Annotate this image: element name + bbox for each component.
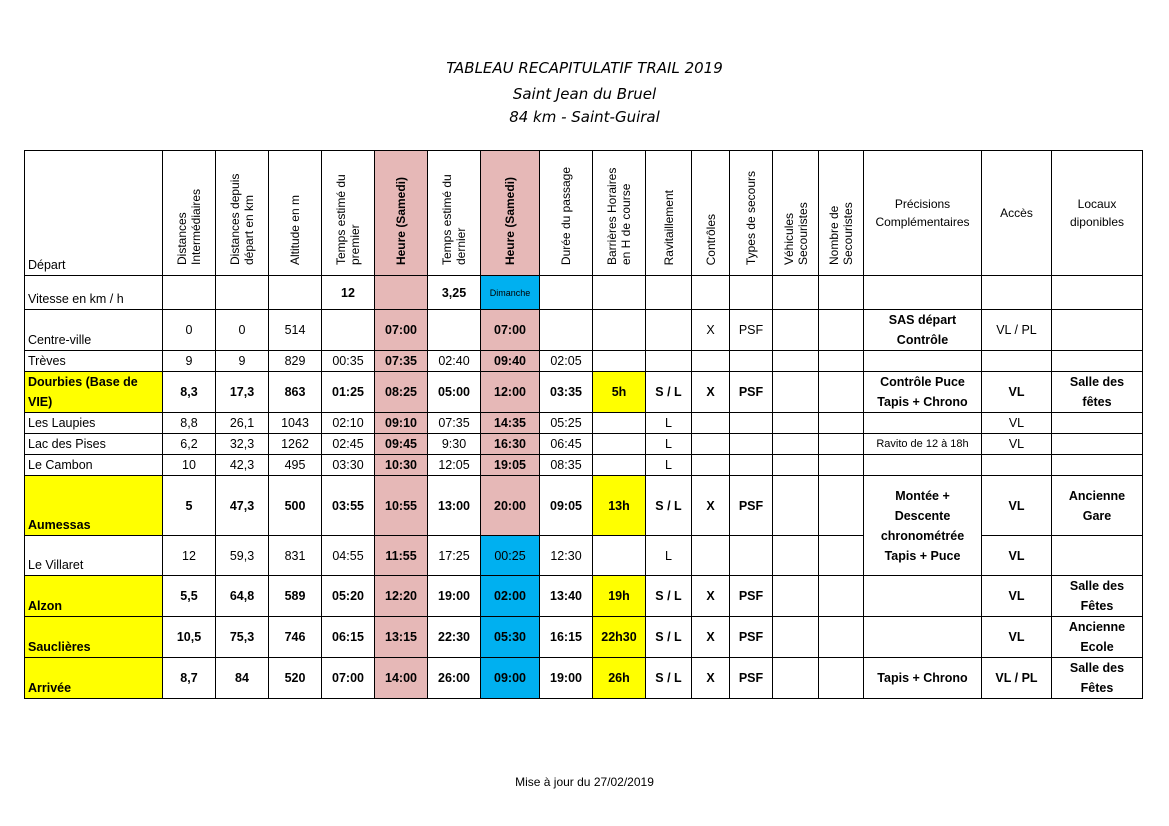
vitesse-label: Vitesse en km / h [25, 276, 163, 310]
table-row [25, 455, 1143, 476]
cell-secours [730, 434, 773, 455]
cell-ravitaillement: S / L [646, 658, 692, 699]
cell-distance-depart: 0 [216, 310, 269, 351]
cell-acces: VL [982, 617, 1052, 658]
cell-locaux: Salle des Fêtes [1052, 658, 1143, 699]
cell-heure-2: 00:25 [481, 536, 540, 576]
header-row [25, 151, 1143, 276]
cell-heure-1: 09:10 [375, 413, 428, 434]
cell-altitude: 1043 [269, 413, 322, 434]
cell-duree: 09:05 [540, 476, 593, 536]
cell-locaux: Ancienne Gare [1052, 476, 1143, 536]
cell-altitude: 514 [269, 310, 322, 351]
row-name: Les Laupies [25, 413, 163, 434]
cell-heure-2: 19:05 [481, 455, 540, 476]
cell-heure-1: 14:00 [375, 658, 428, 699]
cell-distance-inter: 8,8 [163, 413, 216, 434]
cell-vehicules [773, 413, 819, 434]
cell-barriere [593, 434, 646, 455]
header-locaux: Locaux diponibles [1052, 151, 1143, 276]
cell-locaux: Salle des Fêtes [1052, 576, 1143, 617]
cell-duree: 03:35 [540, 372, 593, 413]
page-title: TABLEAU RECAPITULATIF TRAIL 2019 [446, 59, 723, 77]
table-row [25, 351, 1143, 372]
row-name: Le Cambon [25, 455, 163, 476]
cell-altitude: 495 [269, 455, 322, 476]
cell-heure-1: 10:30 [375, 455, 428, 476]
row-name: Centre-ville [25, 310, 163, 351]
header-heure-samedi-2: Heure (Samedi) [503, 176, 517, 265]
cell-barriere [593, 455, 646, 476]
cell-nombre [819, 372, 864, 413]
cell-nombre [819, 351, 864, 372]
cell-distance-depart: 26,1 [216, 413, 269, 434]
cell-temps-dernier: 22:30 [428, 617, 481, 658]
cell-altitude: 589 [269, 576, 322, 617]
table-row [25, 617, 1143, 658]
cell-ravitaillement: L [646, 434, 692, 455]
cell-vehicules [773, 476, 819, 536]
cell-temps-premier: 07:00 [322, 658, 375, 699]
header-types-secours: Types de secours [744, 170, 758, 265]
cell-heure-2: 02:00 [481, 576, 540, 617]
vitesse-premier: 12 [322, 276, 375, 310]
cell-secours [730, 413, 773, 434]
cell-barriere [593, 310, 646, 351]
header-precisions: Précisions Complémentaires [864, 151, 982, 276]
header-temps-premier: Temps estimé du premier [334, 174, 362, 265]
cell-temps-premier: 05:20 [322, 576, 375, 617]
cell-precisions [864, 617, 982, 658]
cell-distance-inter: 10,5 [163, 617, 216, 658]
cell-barriere: 26h [593, 658, 646, 699]
header-distances-depart: Distances depuis départ en km [228, 173, 256, 265]
cell-heure-1: 13:15 [375, 617, 428, 658]
cell-controle: X [692, 310, 730, 351]
header-barrieres-horaires: Barrières Horaires en H de course [605, 167, 633, 265]
cell-vehicules [773, 351, 819, 372]
cell-secours: PSF [730, 310, 773, 351]
cell-secours: PSF [730, 576, 773, 617]
cell-heure-1: 07:35 [375, 351, 428, 372]
cell-temps-dernier: 13:00 [428, 476, 481, 536]
cell-nombre [819, 576, 864, 617]
cell-heure-2: 09:00 [481, 658, 540, 699]
cell-acces [982, 455, 1052, 476]
cell-duree: 12:30 [540, 536, 593, 576]
cell-secours [730, 351, 773, 372]
cell-temps-premier: 04:55 [322, 536, 375, 576]
cell-duree: 06:45 [540, 434, 593, 455]
cell-locaux [1052, 434, 1143, 455]
cell-heure-2: 07:00 [481, 310, 540, 351]
header-controles: Contrôles [703, 213, 718, 265]
cell-barriere [593, 536, 646, 576]
cell-barriere: 19h [593, 576, 646, 617]
row-name: Arrivée [25, 658, 163, 699]
cell-barriere: 5h [593, 372, 646, 413]
cell-heure-1: 09:45 [375, 434, 428, 455]
cell-heure-1: 08:25 [375, 372, 428, 413]
cell-heure-2: 14:35 [481, 413, 540, 434]
cell-ravitaillement [646, 310, 692, 351]
cell-ravitaillement: L [646, 413, 692, 434]
cell-distance-depart: 42,3 [216, 455, 269, 476]
cell-nombre [819, 434, 864, 455]
cell-controle: X [692, 372, 730, 413]
cell-distance-inter: 0 [163, 310, 216, 351]
cell-locaux [1052, 351, 1143, 372]
cell-distance-inter: 12 [163, 536, 216, 576]
cell-secours [730, 536, 773, 576]
cell-temps-premier: 00:35 [322, 351, 375, 372]
cell-precisions: Ravito de 12 à 18h [864, 434, 982, 455]
cell-vehicules [773, 434, 819, 455]
cell-distance-depart: 47,3 [216, 476, 269, 536]
cell-distance-inter: 9 [163, 351, 216, 372]
cell-barriere [593, 351, 646, 372]
cell-duree: 13:40 [540, 576, 593, 617]
cell-altitude: 829 [269, 351, 322, 372]
cell-vehicules [773, 455, 819, 476]
header-depart: Départ [25, 151, 163, 276]
cell-barriere [593, 413, 646, 434]
table-row [25, 372, 1143, 413]
cell-distance-depart: 9 [216, 351, 269, 372]
cell-locaux [1052, 455, 1143, 476]
table-row [25, 658, 1143, 699]
header-altitude: Altitude en m [288, 194, 302, 265]
cell-ravitaillement: S / L [646, 617, 692, 658]
cell-distance-inter: 10 [163, 455, 216, 476]
cell-temps-premier [322, 310, 375, 351]
cell-distance-inter: 6,2 [163, 434, 216, 455]
cell-temps-dernier: 12:05 [428, 455, 481, 476]
cell-heure-1: 07:00 [375, 310, 428, 351]
cell-duree: 02:05 [540, 351, 593, 372]
vitesse-dimanche: Dimanche [481, 276, 540, 310]
cell-locaux: Ancienne Ecole [1052, 617, 1143, 658]
cell-distance-depart: 59,3 [216, 536, 269, 576]
cell-barriere: 22h30 [593, 617, 646, 658]
cell-precisions: Tapis + Chrono [864, 658, 982, 699]
cell-controle [692, 351, 730, 372]
cell-controle [692, 434, 730, 455]
cell-ravitaillement: L [646, 455, 692, 476]
cell-acces: VL [982, 536, 1052, 576]
cell-heure-1: 11:55 [375, 536, 428, 576]
cell-secours [730, 455, 773, 476]
cell-precisions [864, 351, 982, 372]
cell-locaux [1052, 536, 1143, 576]
cell-ravitaillement [646, 351, 692, 372]
cell-precisions [864, 413, 982, 434]
cell-temps-dernier [428, 310, 481, 351]
row-name: Trèves [25, 351, 163, 372]
cell-distance-inter: 8,7 [163, 658, 216, 699]
cell-altitude: 746 [269, 617, 322, 658]
cell-ravitaillement: L [646, 536, 692, 576]
cell-temps-dernier: 26:00 [428, 658, 481, 699]
cell-acces: VL [982, 434, 1052, 455]
cell-distance-depart: 32,3 [216, 434, 269, 455]
cell-altitude: 863 [269, 372, 322, 413]
cell-secours: PSF [730, 372, 773, 413]
cell-distance-depart: 64,8 [216, 576, 269, 617]
cell-duree: 19:00 [540, 658, 593, 699]
cell-secours: PSF [730, 476, 773, 536]
cell-controle [692, 455, 730, 476]
cell-secours: PSF [730, 617, 773, 658]
row-name: Sauclières [25, 617, 163, 658]
row-name: Aumessas [25, 476, 163, 536]
header-acces: Accès [982, 151, 1052, 276]
cell-altitude: 831 [269, 536, 322, 576]
header-temps-dernier: Temps estimé du dernier [440, 174, 468, 265]
row-name: Alzon [25, 576, 163, 617]
cell-nombre [819, 310, 864, 351]
page-subtitle-race: 84 km - Saint-Guiral [509, 108, 660, 126]
table-row [25, 434, 1143, 455]
cell-duree [540, 310, 593, 351]
cell-precisions: Montée + Descente chronométrée Tapis + Puce [864, 476, 982, 576]
cell-duree: 05:25 [540, 413, 593, 434]
cell-nombre [819, 658, 864, 699]
cell-vehicules [773, 658, 819, 699]
cell-temps-premier: 03:55 [322, 476, 375, 536]
cell-distance-depart: 17,3 [216, 372, 269, 413]
cell-temps-premier: 02:45 [322, 434, 375, 455]
cell-distance-depart: 84 [216, 658, 269, 699]
cell-heure-1: 10:55 [375, 476, 428, 536]
header-vehicules-secouristes: Véhicules Secouristes [781, 202, 810, 265]
cell-nombre [819, 413, 864, 434]
cell-nombre [819, 455, 864, 476]
cell-heure-2: 20:00 [481, 476, 540, 536]
table-row [25, 476, 1143, 536]
row-name: Lac des Pises [25, 434, 163, 455]
cell-locaux: Salle des fêtes [1052, 372, 1143, 413]
cell-acces: VL [982, 576, 1052, 617]
cell-vehicules [773, 536, 819, 576]
cell-vehicules [773, 372, 819, 413]
cell-temps-premier: 06:15 [322, 617, 375, 658]
cell-acces: VL / PL [982, 658, 1052, 699]
cell-acces [982, 351, 1052, 372]
update-date: Mise à jour du 27/02/2019 [515, 775, 654, 789]
cell-nombre [819, 476, 864, 536]
cell-ravitaillement: S / L [646, 476, 692, 536]
table-row [25, 413, 1143, 434]
header-duree-passage: Durée du passage [559, 166, 573, 265]
cell-temps-dernier: 17:25 [428, 536, 481, 576]
cell-temps-dernier: 19:00 [428, 576, 481, 617]
cell-acces: VL [982, 413, 1052, 434]
cell-precisions: SAS départ Contrôle [864, 310, 982, 351]
cell-locaux [1052, 413, 1143, 434]
cell-duree: 16:15 [540, 617, 593, 658]
cell-altitude: 500 [269, 476, 322, 536]
cell-vehicules [773, 617, 819, 658]
cell-distance-inter: 5 [163, 476, 216, 536]
header-ravitaillement: Ravitaillement [661, 189, 676, 265]
cell-duree: 08:35 [540, 455, 593, 476]
cell-nombre [819, 617, 864, 658]
cell-heure-2: 12:00 [481, 372, 540, 413]
cell-acces: VL / PL [982, 310, 1052, 351]
cell-ravitaillement: S / L [646, 576, 692, 617]
cell-temps-premier: 01:25 [322, 372, 375, 413]
cell-controle [692, 536, 730, 576]
cell-locaux [1052, 310, 1143, 351]
header-heure-samedi-1: Heure (Samedi) [394, 176, 408, 265]
cell-heure-2: 05:30 [481, 617, 540, 658]
cell-controle: X [692, 476, 730, 536]
cell-controle: X [692, 617, 730, 658]
cell-distance-inter: 5,5 [163, 576, 216, 617]
table-row [25, 310, 1143, 351]
cell-temps-dernier: 9:30 [428, 434, 481, 455]
cell-controle [692, 413, 730, 434]
cell-precisions [864, 576, 982, 617]
cell-vehicules [773, 310, 819, 351]
cell-barriere: 13h [593, 476, 646, 536]
cell-temps-premier: 02:10 [322, 413, 375, 434]
cell-vehicules [773, 576, 819, 617]
cell-precisions [864, 455, 982, 476]
cell-distance-inter: 8,3 [163, 372, 216, 413]
cell-distance-depart: 75,3 [216, 617, 269, 658]
cell-precisions: Contrôle Puce Tapis + Chrono [864, 372, 982, 413]
cell-temps-premier: 03:30 [322, 455, 375, 476]
vitesse-dernier: 3,25 [428, 276, 481, 310]
cell-altitude: 520 [269, 658, 322, 699]
cell-ravitaillement: S / L [646, 372, 692, 413]
row-name: Le Villaret [25, 536, 163, 576]
cell-temps-dernier: 05:00 [428, 372, 481, 413]
header-distances-intermediaires: Distances Intermédiaires [175, 188, 203, 265]
cell-acces: VL [982, 372, 1052, 413]
cell-nombre [819, 536, 864, 576]
header-nombre-secouristes: Nombre de Secouristes [827, 202, 855, 265]
cell-temps-dernier: 02:40 [428, 351, 481, 372]
cell-acces: VL [982, 476, 1052, 536]
cell-controle: X [692, 658, 730, 699]
cell-heure-1: 12:20 [375, 576, 428, 617]
row-name: Dourbies (Base de VIE) [25, 372, 163, 413]
cell-altitude: 1262 [269, 434, 322, 455]
vitesse-row [25, 276, 1143, 310]
cell-heure-2: 16:30 [481, 434, 540, 455]
cell-controle: X [692, 576, 730, 617]
cell-heure-2: 09:40 [481, 351, 540, 372]
table-row [25, 576, 1143, 617]
recap-table [24, 150, 1143, 699]
page-subtitle-location: Saint Jean du Bruel [512, 85, 657, 103]
cell-temps-dernier: 07:35 [428, 413, 481, 434]
cell-secours: PSF [730, 658, 773, 699]
